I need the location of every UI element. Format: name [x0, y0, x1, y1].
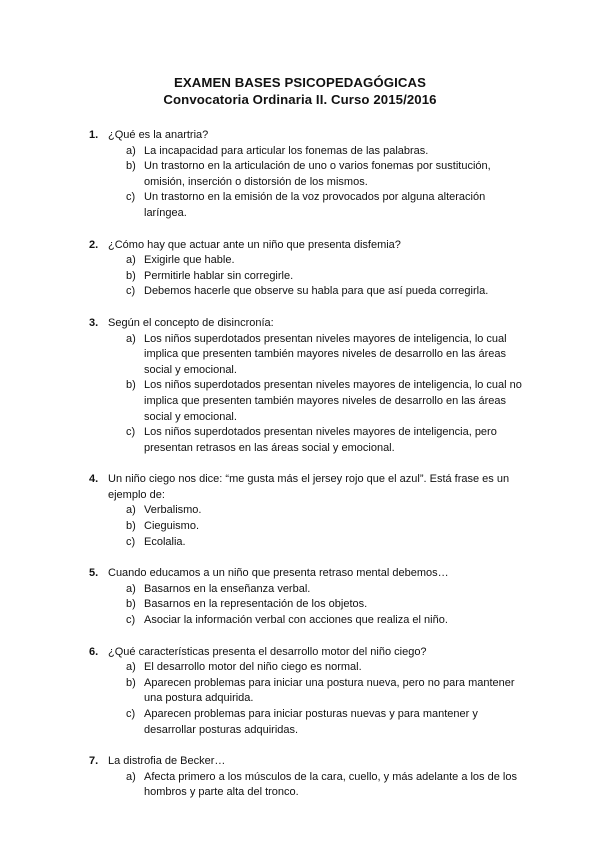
option-b — [89, 159, 529, 190]
option-text: Aparecen problemas para iniciar posturas nuevas y para mantener y desarrollar posturas adquiridas. — [144, 708, 478, 736]
option-letter: a) — [126, 144, 136, 157]
question-number: 6. — [89, 645, 99, 658]
option-text: Un trastorno en la emisión de la voz provocados por alguna alteración laríngea. — [144, 191, 486, 219]
option-b — [89, 676, 529, 707]
option-list — [89, 503, 529, 550]
option-a — [89, 660, 529, 676]
question-text: Cuando educamos a un niño que presenta retraso mental debemos… — [108, 567, 449, 580]
question-text: ¿Qué características presenta el desarrollo motor del niño ciego? — [108, 645, 427, 658]
option-text: Cieguismo. — [144, 520, 200, 533]
option-letter: c) — [126, 191, 136, 204]
option-b — [89, 269, 529, 285]
option-text: El desarrollo motor del niño ciego es normal. — [144, 661, 362, 674]
option-text: Asociar la información verbal con acciones que realiza el niño. — [144, 614, 448, 627]
option-b — [89, 519, 529, 535]
question-text: ¿Qué es la anartria? — [108, 129, 209, 141]
option-letter: c) — [126, 535, 136, 548]
option-text: Los niños superdotados presentan niveles mayores de inteligencia, lo cual no implica que presenten también mayores niveles de desarrollo en las áreas social y emocional. — [144, 379, 522, 423]
option-list — [89, 582, 529, 629]
option-text: Debemos hacerle que observe su habla para que así pueda corregirla. — [144, 285, 489, 298]
question-text: Según el concepto de disincronía: — [108, 316, 274, 329]
option-letter: a) — [126, 504, 136, 517]
option-text: Basarnos en la representación de los objetos. — [144, 598, 368, 611]
option-list — [89, 144, 529, 222]
option-a — [89, 144, 529, 160]
question-7 — [89, 754, 529, 801]
option-list — [89, 660, 529, 738]
option-letter: b) — [126, 598, 136, 611]
option-letter: a) — [126, 661, 136, 674]
option-letter: a) — [126, 332, 136, 345]
question-text: La distrofia de Becker… — [108, 755, 226, 768]
option-c — [89, 425, 529, 456]
option-b — [89, 597, 529, 613]
option-text: Verbalismo. — [144, 504, 202, 517]
question-number: 2. — [89, 238, 99, 251]
option-letter: a) — [126, 254, 136, 267]
exam-subtitle: Convocatoria Ordinaria II. Curso 2015/2016 — [163, 92, 437, 107]
option-list — [89, 770, 529, 801]
question-text: ¿Cómo hay que actuar ante un niño que presenta disfemia? — [108, 238, 401, 251]
question-number: 7. — [89, 755, 99, 768]
question-number: 5. — [89, 567, 99, 580]
option-letter: b) — [126, 520, 136, 533]
question-5 — [89, 566, 529, 628]
option-letter: b) — [126, 379, 136, 392]
option-text: Exigirle que hable. — [144, 254, 235, 267]
option-text: Aparecen problemas para iniciar una postura nueva, pero no para mantener una postura adquirida. — [144, 676, 515, 705]
option-c — [89, 707, 529, 738]
option-c — [89, 284, 529, 300]
question-text: Un niño ciego nos dice: “me gusta más el jersey rojo que el azul”. Está frase es un ejemplo de: — [108, 473, 510, 501]
question-1 — [89, 128, 529, 222]
question-2 — [89, 238, 529, 300]
option-text: Los niños superdotados presentan niveles mayores de inteligencia, pero presentan retrasos en las áreas social y emocional. — [144, 426, 497, 454]
option-c — [89, 535, 529, 551]
exam-header — [0, 74, 600, 108]
option-letter: c) — [126, 614, 136, 627]
option-a — [89, 332, 529, 379]
option-c — [89, 190, 529, 221]
option-text: Basarnos en la enseñanza verbal. — [144, 582, 311, 595]
option-letter: c) — [126, 708, 136, 720]
option-text: La incapacidad para articular los fonemas de las palabras. — [144, 144, 429, 157]
option-letter: b) — [126, 160, 136, 173]
exam-title: EXAMEN BASES PSICOPEDAGÓGICAS — [173, 75, 427, 90]
option-text: Los niños superdotados presentan niveles mayores de inteligencia, lo cual implica que presenten también mayores niveles de desarrollo en las áreas social y emocional. — [144, 332, 507, 376]
question-number: 1. — [89, 129, 99, 141]
option-letter: a) — [126, 582, 136, 595]
option-c — [89, 613, 529, 629]
option-letter: a) — [126, 770, 136, 783]
option-letter: c) — [126, 285, 136, 298]
question-number: 3. — [89, 316, 99, 329]
question-4 — [89, 472, 529, 550]
option-list — [89, 332, 529, 457]
option-b — [89, 378, 529, 425]
question-6 — [89, 645, 529, 739]
option-text: Afecta primero a los músculos de la cara, cuello, y más adelante a los de los hombros y parte alta del tronco. — [144, 770, 517, 799]
option-a — [89, 503, 529, 519]
option-text: Un trastorno en la articulación de uno o varios fonemas por sustitución, omisión, inserción o distorsión de los mismos. — [144, 160, 491, 188]
question-number: 4. — [89, 473, 99, 486]
question-3 — [89, 316, 529, 456]
option-letter: b) — [126, 676, 136, 689]
option-a — [89, 582, 529, 598]
option-text: Permitirle hablar sin corregirle. — [144, 269, 294, 282]
option-a — [89, 253, 529, 269]
option-a — [89, 770, 529, 801]
option-list — [89, 253, 529, 300]
question-list — [89, 128, 529, 817]
option-letter: b) — [126, 269, 136, 282]
option-letter: c) — [126, 426, 136, 439]
option-text: Ecolalia. — [144, 535, 186, 548]
